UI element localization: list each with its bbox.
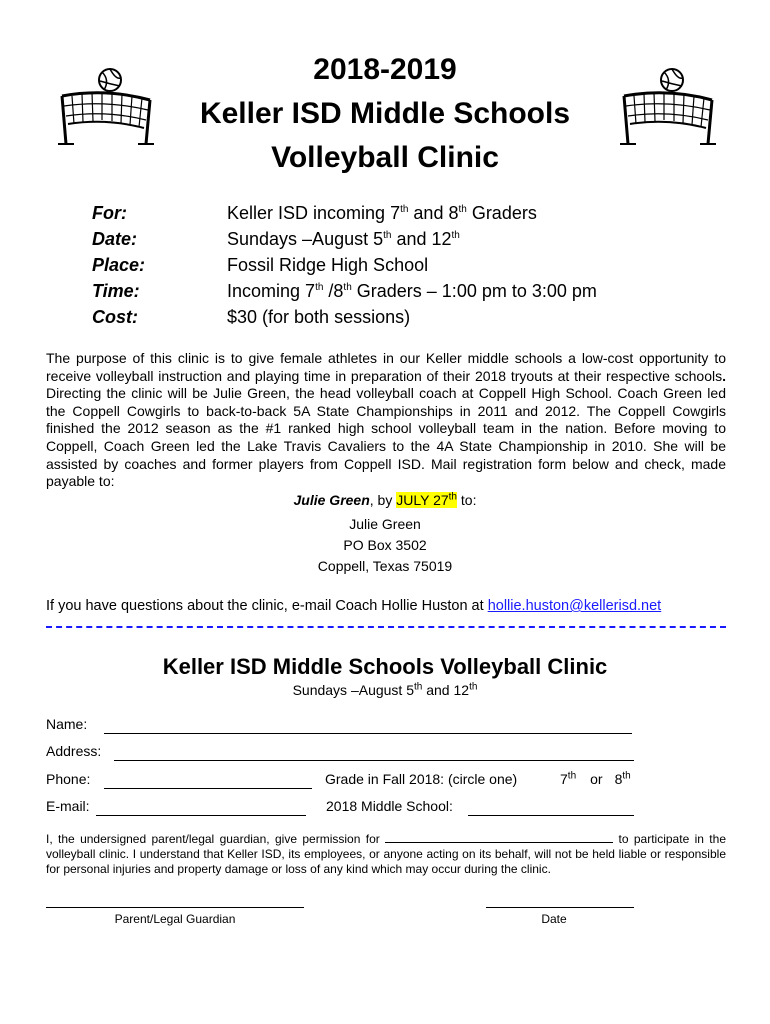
paragraph-text: Directing the clinic will be Julie Green, the head volleyball coach at Coppell High School. Coach Green led the Coppell Cowgirls to back-to-back 5A State Championships in 2011 and 2012. The Coppell Cowgirls finished the 2012 season as the #1 ranked high school volleyball team in the nation. Before moving to Coppell, Coach Green led the Lake Travis Cavaliers to the 4A State Championship in 2010. She will be assisted by coaches and former players from Coppell ISD. Mail registration form below and check, made payable to: <box>46 385 726 490</box>
detail-row <box>92 200 597 226</box>
middle-school-field[interactable] <box>468 815 634 816</box>
participant-name-field[interactable] <box>385 832 613 843</box>
mail-address-line-3: Coppell, Texas 75019 <box>317 558 453 574</box>
detail-row <box>92 278 597 304</box>
detail-text: and 12 <box>391 229 452 249</box>
detail-text: Sundays –August 5 <box>227 229 384 249</box>
detail-sup: th <box>400 204 409 215</box>
address-field[interactable] <box>114 760 634 761</box>
volleyball-net-icon <box>58 66 154 146</box>
purpose-paragraph <box>46 350 726 491</box>
detail-value <box>227 200 537 226</box>
date-signature-caption: Date <box>541 912 567 926</box>
address-label: Address: <box>46 743 102 759</box>
detail-sup: th <box>451 230 460 241</box>
clinic-details <box>92 200 597 330</box>
detail-text: and 8 <box>408 203 459 223</box>
detail-row <box>92 226 597 252</box>
volleyball-net-icon <box>620 66 716 146</box>
detail-value <box>227 278 597 304</box>
questions-text: If you have questions about the clinic, e-mail Coach Hollie Huston at <box>46 598 488 614</box>
detail-text: Keller ISD incoming 7 <box>227 203 401 223</box>
questions-line <box>46 598 661 614</box>
paragraph-bold-period: . <box>722 367 726 384</box>
title-year: 2018-2019 <box>313 53 457 86</box>
mail-address-line-1: Julie Green <box>349 516 421 532</box>
deadline-sup: th <box>448 491 457 503</box>
detail-value <box>227 252 428 278</box>
form-subtitle-sup: th <box>469 681 478 693</box>
title-clinic: Volleyball Clinic <box>271 141 499 174</box>
mail-address-line-2: PO Box 3502 <box>343 537 427 553</box>
grade-label: Grade in Fall 2018: (circle one) <box>325 771 518 787</box>
form-subtitle <box>0 682 770 698</box>
form-title: Keller ISD Middle Schools Volleyball Clinic <box>162 654 608 679</box>
consent-text: I, the undersigned parent/legal guardian, give permission for <box>46 832 380 846</box>
grade-options <box>560 771 631 787</box>
grade-8-option[interactable]: 8th <box>614 770 631 787</box>
deadline-text: JULY 27 <box>396 492 449 508</box>
detail-value <box>227 226 460 252</box>
detail-label: Cost: <box>92 307 138 327</box>
consent-text: to participate in the volleyball clinic. I understand that Keller ISD, its employees, or anyone acting on its behalf, will not be held liable or responsible for personal injuries and property damage or loss of any kind which may occur during the clinic. <box>46 832 726 876</box>
title-schools: Keller ISD Middle Schools <box>199 97 571 130</box>
detail-text: Graders – 1:00 pm to 3:00 pm <box>351 281 597 301</box>
detail-label: Date: <box>92 229 138 249</box>
detail-sup: th <box>383 230 392 241</box>
guardian-signature-caption: Parent/Legal Guardian <box>114 912 236 926</box>
phone-label: Phone: <box>46 771 91 787</box>
detail-label: Time: <box>92 281 140 301</box>
detail-label: Place: <box>92 255 146 275</box>
email-link[interactable]: hollie.huston@kellerisd.net <box>487 598 662 614</box>
cut-line-divider <box>46 626 726 628</box>
payable-to: to: <box>457 492 477 508</box>
detail-label: For: <box>92 203 127 223</box>
detail-text: Graders <box>466 203 537 223</box>
guardian-signature-field[interactable] <box>46 907 304 908</box>
grade-or-text: or <box>590 771 603 787</box>
detail-text: Incoming 7 <box>227 281 316 301</box>
payable-by: , by <box>369 492 397 508</box>
detail-sup: th <box>343 282 352 293</box>
detail-text: /8 <box>323 281 344 301</box>
detail-text: Fossil Ridge High School <box>227 255 429 275</box>
detail-sup: th <box>458 204 467 215</box>
detail-row <box>92 304 597 330</box>
name-field[interactable] <box>104 733 632 734</box>
detail-text: $30 (for both sessions) <box>227 307 411 327</box>
form-subtitle-sup: th <box>414 681 423 693</box>
detail-row <box>92 252 597 278</box>
payable-line <box>0 492 770 508</box>
deadline-highlight <box>396 492 457 508</box>
consent-statement <box>46 832 726 877</box>
phone-field[interactable] <box>104 788 312 789</box>
grade-7-option[interactable]: 7th <box>560 770 577 787</box>
school-label: 2018 Middle School: <box>326 798 453 814</box>
name-label: Name: <box>46 716 88 732</box>
payable-name: Julie Green <box>293 492 370 508</box>
date-signature-field[interactable] <box>486 907 634 908</box>
email-field[interactable] <box>96 815 306 816</box>
form-subtitle-text: Sundays –August 5 <box>292 682 414 698</box>
detail-sup: th <box>315 282 324 293</box>
detail-value <box>227 304 410 330</box>
form-subtitle-text: and 12 <box>422 682 470 698</box>
paragraph-text: The purpose of this clinic is to give female athletes in our Keller middle schools a low-cost opportunity to receive volleyball instruction and playing time in preparation of their 2018 tryouts at their respective schools <box>46 350 726 384</box>
email-label: E-mail: <box>46 798 90 814</box>
